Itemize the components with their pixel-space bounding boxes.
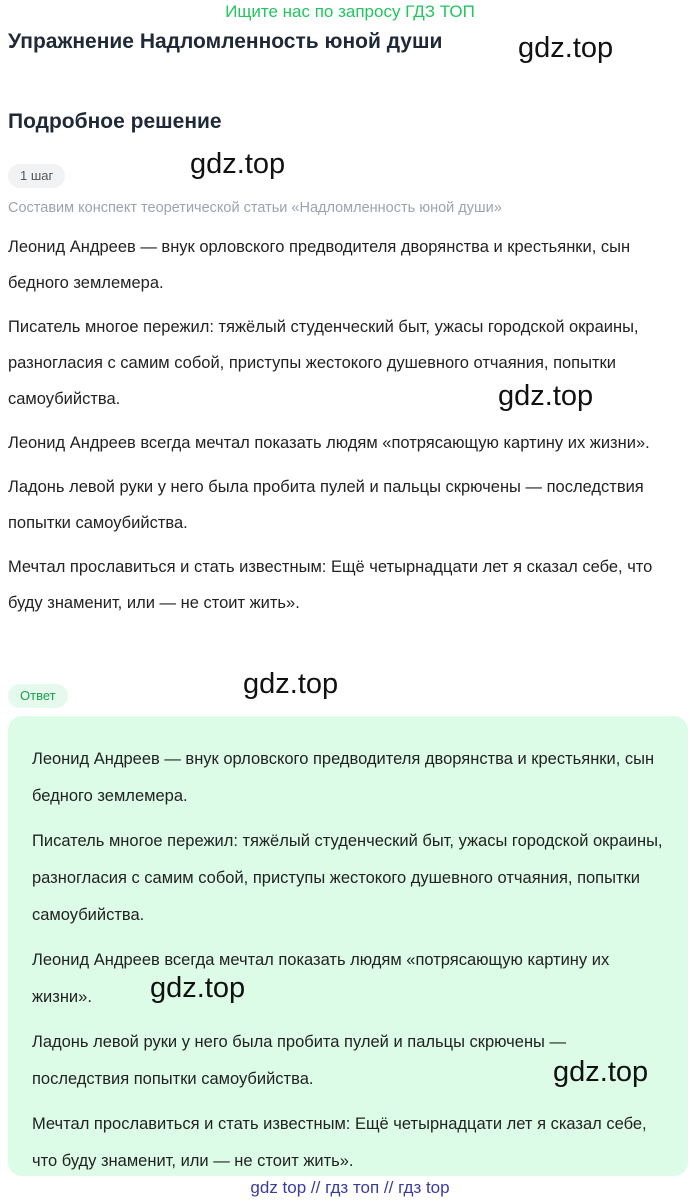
watermark: gdz.top xyxy=(243,668,339,700)
watermark: gdz.top xyxy=(553,1056,649,1088)
watermark: gdz.top xyxy=(150,972,246,1004)
solution-paragraph: Писатель многое пережил: тяжёлый студенческий быт, ужасы городской окраины, разногласия с самим собой, приступы жестокого душевного отчаяния, попытки самоубийства. xyxy=(8,318,639,408)
solution-paragraph: Леонид Андреев всегда мечтал показать людям «потрясающую картину их жизни». xyxy=(8,434,650,452)
section-title: Подробное решение xyxy=(8,110,222,133)
watermark: gdz.top xyxy=(498,380,594,412)
answer-paragraph: Писатель многое пережил: тяжёлый студенческий быт, ужасы городской окраины, разногласия с самим собой, приступы жестокого душевного отчаяния, попытки самоубийства. xyxy=(32,832,663,924)
step-caption: Составим конспект теоретической статьи «Надломленность юной души» xyxy=(8,200,502,216)
step-badge: 1 шаг xyxy=(8,164,65,188)
watermark: gdz.top xyxy=(190,148,286,180)
solution-paragraph: Ладонь левой руки у него была пробита пулей и пальцы скрючены — последствия попытки самоубийства. xyxy=(8,478,644,532)
answer-box xyxy=(8,716,688,1176)
page-title: Упражнение Надломленность юной души xyxy=(8,30,443,53)
answer-badge: Ответ xyxy=(8,684,68,708)
answer-paragraph: Леонид Андреев всегда мечтал показать людям «потрясающую картину их жизни». xyxy=(32,951,610,1006)
footer-watermark: gdz top // гдз топ // гдз top xyxy=(250,1178,450,1197)
solution-text xyxy=(8,229,688,629)
watermark: gdz.top xyxy=(518,32,614,64)
solution-paragraph: Мечтал прославиться и стать известным: Ещё четырнадцати лет я сказал себе, что буду знаменит, или — не стоит жить». xyxy=(8,558,653,612)
search-hint-banner: Ищите нас по запросу ГДЗ ТОП xyxy=(225,2,475,21)
answer-paragraph: Ладонь левой руки у него была пробита пулей и пальцы скрючены — последствия попытки самоубийства. xyxy=(32,1033,566,1088)
answer-paragraph: Мечтал прославиться и стать известным: Ещё четырнадцати лет я сказал себе, что буду знаменит, или — не стоит жить». xyxy=(32,1115,647,1170)
answer-paragraph: Леонид Андреев — внук орловского предводителя дворянства и крестьянки, сын бедного землемера. xyxy=(32,750,655,805)
solution-paragraph: Леонид Андреев — внук орловского предводителя дворянства и крестьянки, сын бедного землемера. xyxy=(8,238,631,292)
